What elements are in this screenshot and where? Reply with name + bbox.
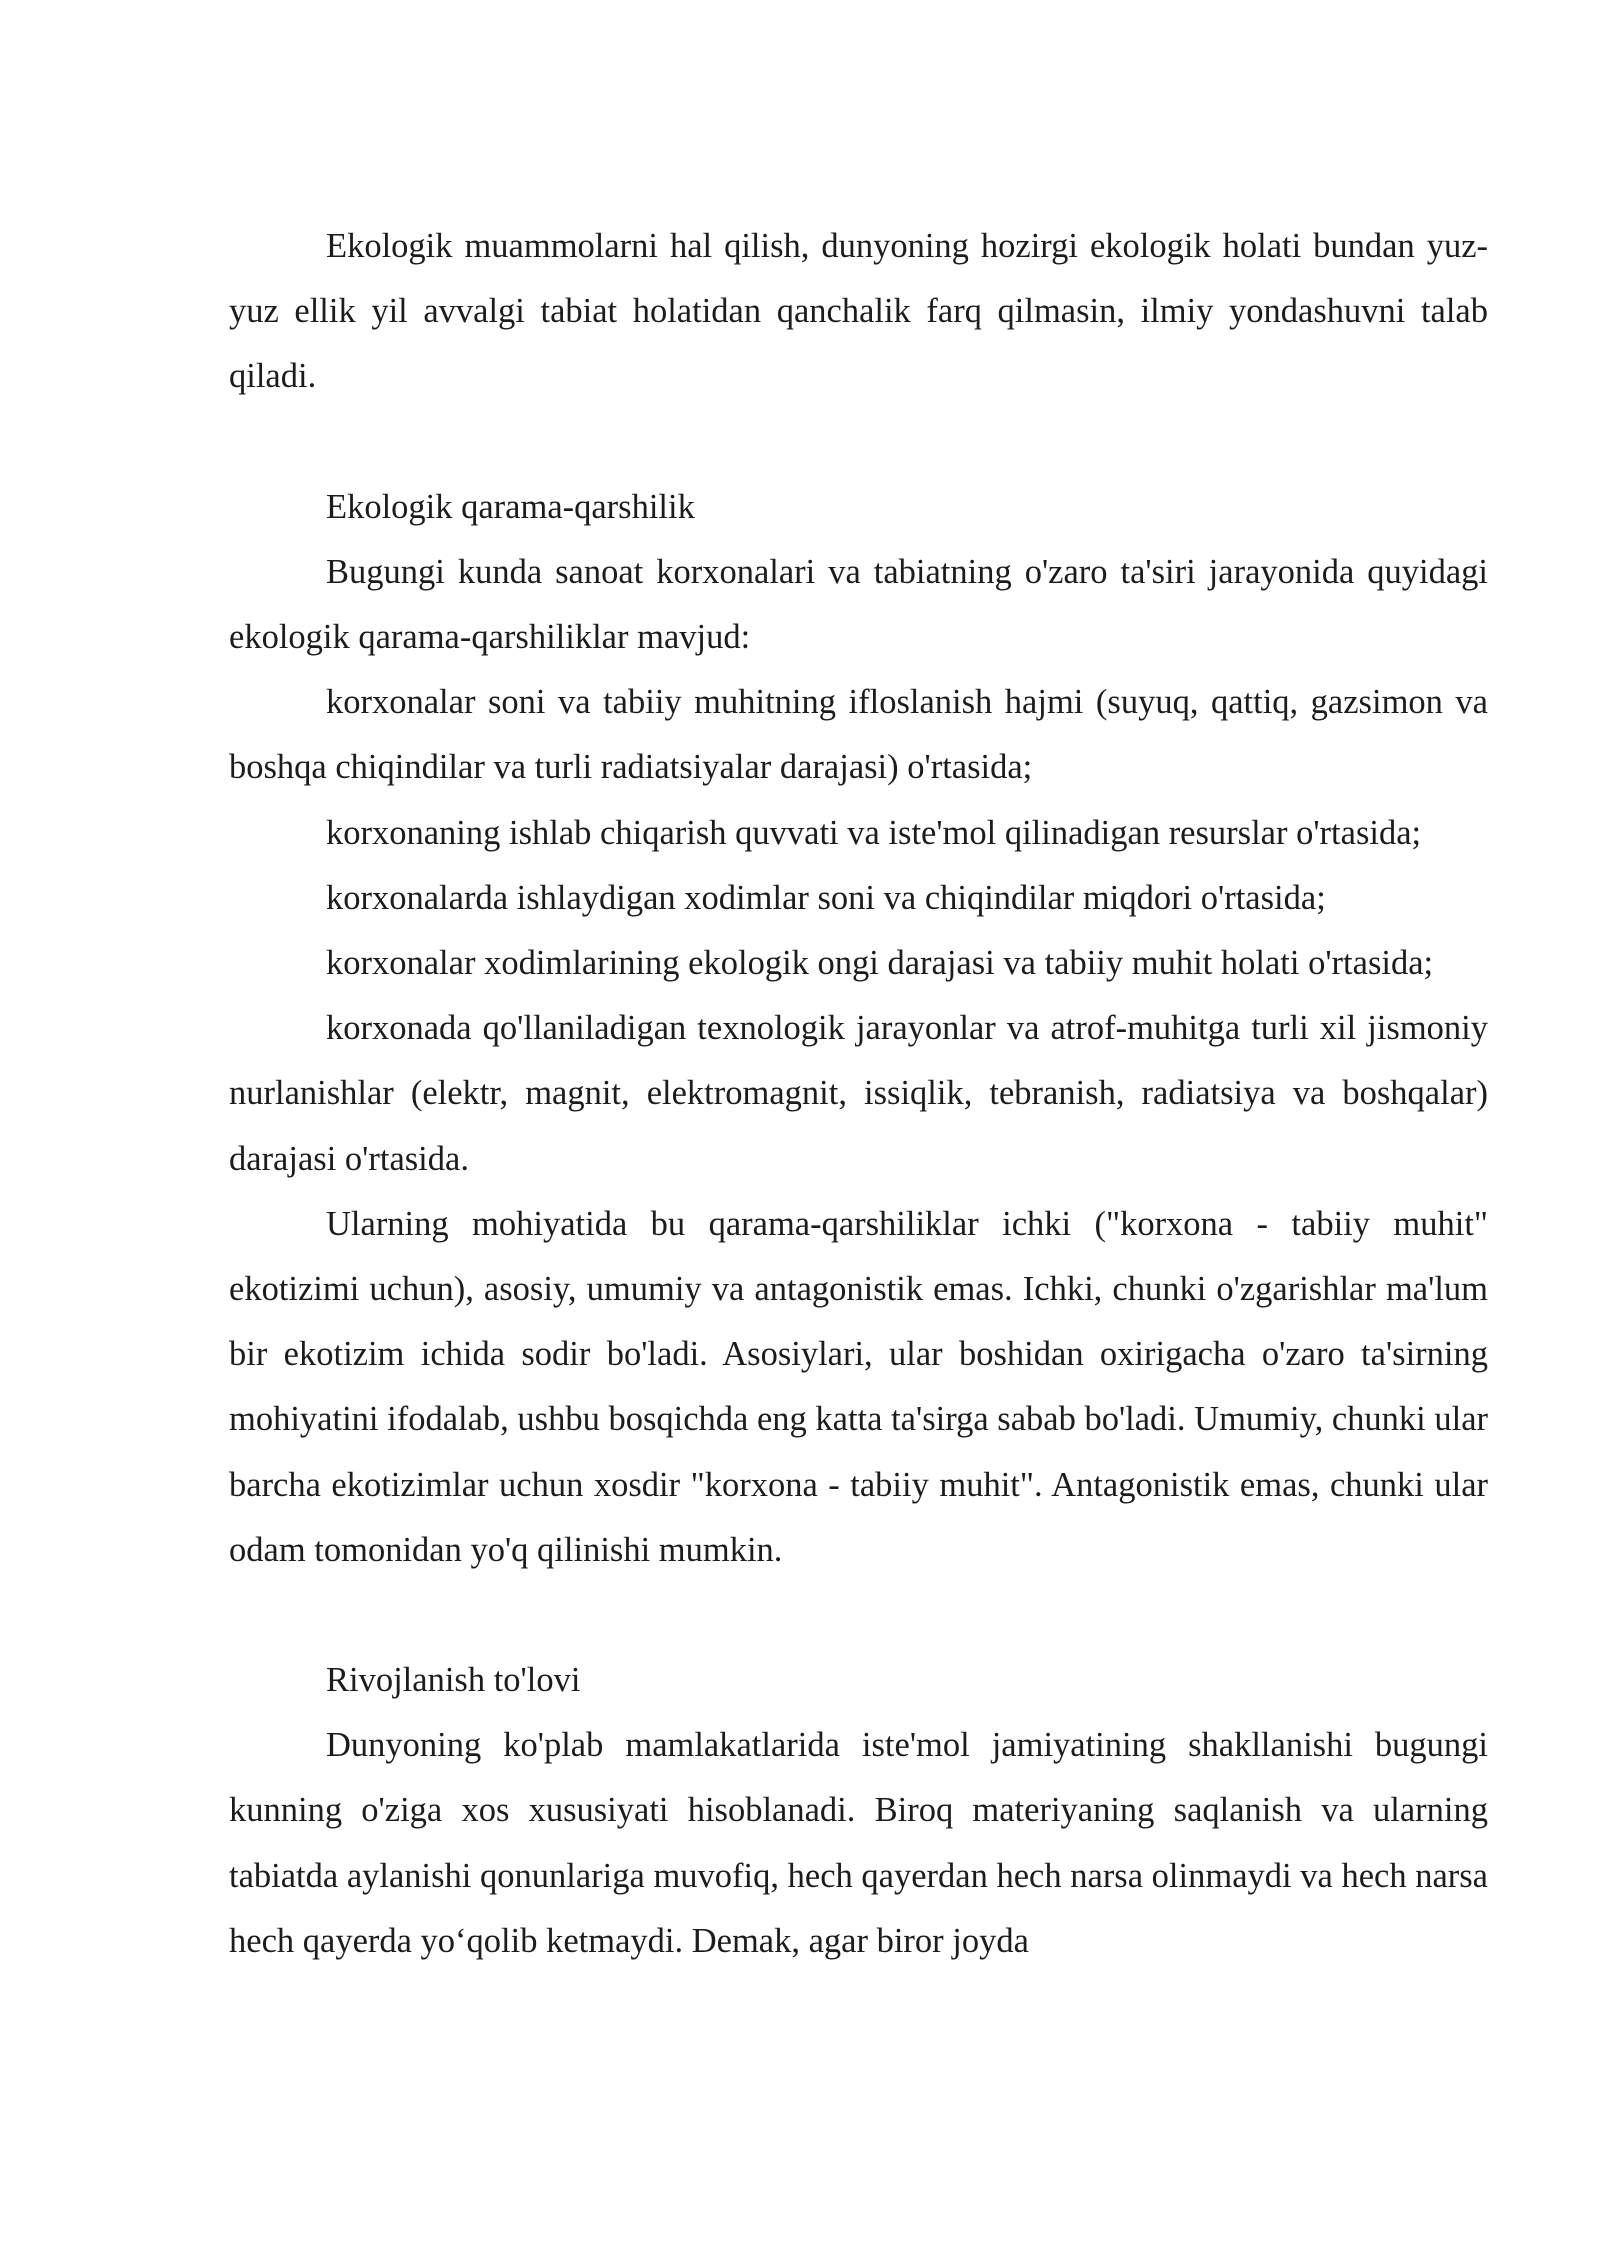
list-item-paragraph: korxonalarda ishlaydigan xodimlar soni va chiqindilar miqdori o'rtasida; [326,878,1326,917]
paragraph: Bugungi kunda sanoat korxonalari va tabiatning o'zaro ta'siri jarayonida quyidagi ekologik qarama-qarshiliklar mavjud: [229,552,1488,657]
list-item-paragraph: korxonaning ishlab chiqarish quvvati va iste'mol qilinadigan resurslar o'rtasida; [326,813,1422,852]
paragraph: Dunyoning ko'plab mamlakatlarida iste'mol jamiyatining shakllanishi bugungi kunning o'ziga xos xususiyati hisoblanadi. Biroq materiyaning saqlanish va ularning tabiatda aylanishi qonunlariga muvofiq, hech qayerdan hech narsa olinmaydi va hech narsa hech qayerda yo‘qolib ketmaydi. Demak, agar biror joyda [229,1726,1488,1960]
list-item-paragraph: korxonalar xodimlarining ekologik ongi darajasi va tabiiy muhit holati o'rtasida; [326,944,1434,983]
paragraph-intro: Ekologik muammolarni hal qilish, dunyoning hozirgi ekologik holati bundan yuz-yuz ellik yil avvalgi tabiat holatidan qanchalik farq qilmasin, ilmiy yondashuvni talab qiladi. [229,227,1488,396]
list-item-paragraph: korxonalar soni va tabiiy muhitning ifloslanish hajmi (suyuq, qattiq, gazsimon va boshqa chiqindilar va turli radiatsiyalar darajasi) o'rtasida; [229,683,1488,787]
section-heading-ecological-contradiction: Ekologik qarama-qarshilik [326,487,695,526]
paragraph: Ularning mohiyatida bu qarama-qarshiliklar ichki ("korxona - tabiiy muhit" ekotizimi uchun), asosiy, umumiy va antagonistik emas. Ichki, chunki o'zgarishlar ma'lum bir ekotizim ichida sodir bo'ladi. Asosiylari, ular boshidan oxirigacha o'zaro ta'sirning mohiyatini ifodalab, ushbu bosqichda eng katta ta'sirga sabab bo'ladi. Umumiy, chunki ular barcha ekotizimlar uchun xosdir "korxona - tabiiy muhit". Antagonistik emas, chunki ular odam tomonidan yo'q qilinishi mumkin. [229,1204,1488,1569]
list-item-paragraph: korxonada qo'llaniladigan texnologik jarayonlar va atrof-muhitga turli xil jismoniy nurlanishlar (elektr, magnit, elektromagnit, issiqlik, tebranish, radiatsiya va boshqalar) darajasi o'rtasida. [229,1009,1488,1178]
section-heading-development-payment: Rivojlanish to'lovi [326,1661,581,1700]
document-body [229,214,1488,1974]
